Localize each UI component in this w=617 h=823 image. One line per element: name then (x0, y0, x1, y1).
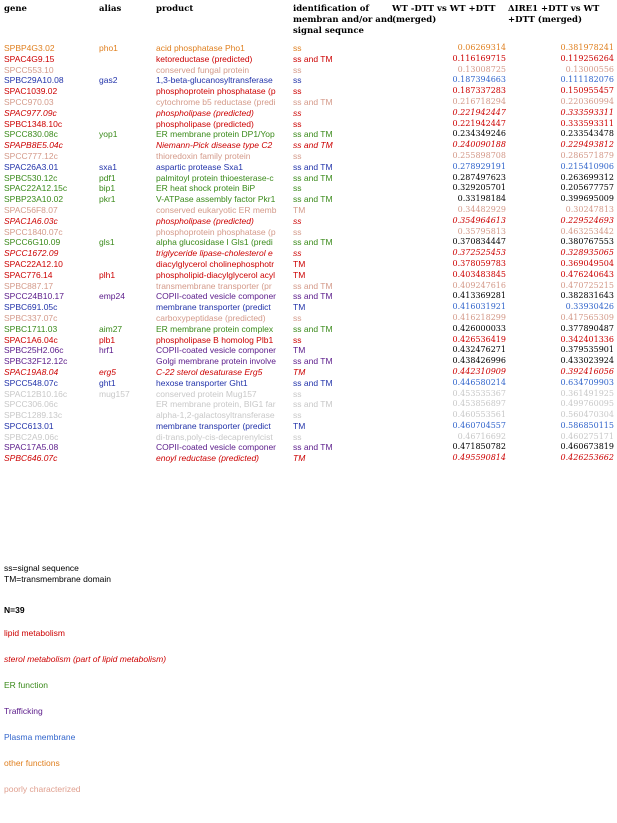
gene-cell: SPCC548.07c (4, 377, 58, 388)
product-cell: hexose transporter Ght1 (156, 377, 248, 388)
table-row (0, 205, 617, 216)
header-gene: gene (4, 4, 27, 14)
wt-value-cell: 0.446580214 (452, 377, 506, 387)
wt-value-cell: 0.442310909 (452, 366, 506, 376)
ire1-value-cell: 0.111182076 (560, 75, 614, 85)
table-row (0, 421, 617, 432)
table-row (0, 216, 617, 227)
identification-cell: TM (293, 258, 306, 269)
identification-cell: ss and TM (293, 194, 333, 205)
gene-cell: SPAC1A6.03c (4, 215, 58, 226)
ire1-value-cell: 0.33930426 (565, 302, 614, 312)
wt-value-cell: 0.116169715 (452, 53, 506, 63)
wt-value-cell: 0.33198184 (457, 194, 506, 204)
gene-cell: SPBC646.07c (4, 453, 58, 464)
wt-value-cell: 0.187394663 (452, 75, 506, 85)
product-cell: acid phosphatase Pho1 (156, 43, 245, 53)
ire1-value-cell: 0.433023924 (560, 356, 614, 366)
gene-cell: SPBC32F12.12c (4, 356, 68, 367)
gene-cell: SPCC6G10.09 (4, 237, 61, 248)
table-row (0, 237, 617, 248)
alias-cell: plb1 (99, 334, 116, 345)
ire1-value-cell: 0.379535901 (560, 345, 614, 355)
gene-cell: SPBC25H2.06c (4, 345, 64, 356)
legend-lipid: lipid metabolism (4, 628, 65, 638)
gene-cell: SPBC1711.03 (4, 323, 58, 334)
alias-cell: ght1 (99, 377, 116, 388)
gene-cell: SPAC17A5.08 (4, 442, 59, 453)
wt-value-cell: 0.34482929 (457, 204, 506, 214)
gene-cell: SPBC1348.10c (4, 118, 63, 129)
ire1-value-cell: 0.586850115 (560, 420, 614, 430)
table-row (0, 75, 617, 86)
wt-value-cell: 0.221942447 (452, 118, 506, 128)
wt-value-cell: 0.35795813 (457, 226, 506, 236)
alias-cell: plh1 (99, 269, 116, 280)
gene-cell: SPAC1A6.04c (4, 334, 58, 345)
product-cell: phospholipase (predicted) (156, 118, 254, 129)
ire1-value-cell: 0.220360994 (560, 96, 614, 106)
identification-cell: ss and TM (293, 161, 333, 172)
ire1-value-cell: 0.229524693 (560, 215, 614, 225)
alias-cell: pho1 (99, 43, 118, 53)
wt-value-cell: 0.438426996 (452, 356, 506, 366)
product-cell: di-trans,poly-cis-decaprenylcist (156, 431, 273, 442)
product-cell: Niemann-Pick disease type C2 (156, 140, 273, 151)
table-row (0, 108, 617, 119)
product-cell: transmembrane transporter (pr (156, 280, 272, 291)
table-row (0, 335, 617, 346)
table-row (0, 119, 617, 130)
ire1-value-cell: 0.286571879 (560, 150, 614, 160)
ire1-value-cell: 0.215410906 (560, 161, 614, 171)
ire1-value-cell: 0.342401336 (560, 334, 614, 344)
product-cell: ER membrane protein, BIG1 far (156, 399, 276, 410)
header-product: product (156, 4, 194, 14)
wt-value-cell: 0.370834447 (452, 237, 506, 247)
gene-cell: SPBP23A10.02 (4, 194, 64, 205)
product-cell: ER membrane protein DP1/Yop (156, 129, 275, 140)
table-row (0, 367, 617, 378)
ire1-value-cell: 0.426253662 (560, 453, 614, 463)
table-row (0, 65, 617, 76)
product-cell: aspartic protease Sxa1 (156, 161, 243, 172)
table-row (0, 432, 617, 443)
legend-er: ER function (4, 680, 48, 690)
identification-cell: ss (293, 215, 302, 226)
gene-cell: SPAC977.09c (4, 107, 57, 118)
gene-cell: SPAC56F8.07 (4, 204, 58, 215)
gene-cell: SPCC613.01 (4, 420, 54, 431)
gene-cell: SPAC19A8.04 (4, 366, 59, 377)
ire1-value-cell: 0.30247813 (565, 204, 614, 214)
alias-cell: emp24 (99, 291, 125, 302)
table-row (0, 248, 617, 259)
wt-value-cell: 0.416031921 (452, 302, 506, 312)
identification-cell: ss (293, 431, 302, 442)
identification-cell: ss (293, 107, 302, 118)
alias-cell: aim27 (99, 323, 123, 334)
table-row (0, 345, 617, 356)
legend-sterol: sterol metabolism (part of lipid metabolism) (4, 654, 167, 664)
legend-plasma: Plasma membrane (4, 732, 76, 742)
ire1-value-cell: 0.634709903 (560, 377, 614, 387)
alias-cell: bip1 (99, 183, 116, 194)
identification-cell: ss (293, 75, 302, 86)
wt-value-cell: 0.255898708 (452, 150, 506, 160)
wt-value-cell: 0.372525453 (452, 248, 506, 258)
wt-value-cell: 0.221942447 (452, 107, 506, 117)
product-cell: ER membrane protein complex (156, 323, 274, 334)
table-row (0, 410, 617, 421)
wt-value-cell: 0.13008725 (457, 64, 506, 74)
gene-cell: SPAC4G9.15 (4, 53, 55, 64)
wt-value-cell: 0.354964613 (452, 215, 506, 225)
product-cell: ER heat shock protein BiP (156, 183, 256, 194)
ire1-value-cell: 0.233543478 (560, 129, 614, 139)
wt-value-cell: 0.46716692 (457, 431, 506, 441)
note-signal-sequence: ss=signal sequence (4, 563, 79, 573)
alias-cell: gas2 (99, 75, 118, 86)
identification-cell: TM (293, 269, 306, 280)
gene-cell: SPCC24B10.17 (4, 291, 65, 302)
wt-value-cell: 0.187337283 (452, 86, 506, 96)
identification-cell: ss (293, 388, 302, 399)
product-cell: conserved fungal protein (156, 64, 250, 75)
gene-cell: SPBC337.07c (4, 312, 58, 323)
table-row (0, 162, 617, 173)
ire1-value-cell: 0.476240643 (560, 269, 614, 279)
gene-cell: SPCC970.03 (4, 96, 54, 107)
gene-cell: SPAC22A12.10 (4, 258, 63, 269)
ire1-value-cell: 0.377890487 (560, 323, 614, 333)
identification-cell: ss and TM (293, 399, 333, 410)
ire1-value-cell: 0.205677757 (560, 183, 614, 193)
alias-cell: pdf1 (99, 172, 116, 183)
gene-cell: SPBC887.17 (4, 280, 54, 291)
product-cell: thioredoxin family protein (156, 150, 251, 161)
identification-cell: TM (293, 345, 306, 356)
ire1-value-cell: 0.333593311 (560, 107, 614, 117)
identification-cell: ss (293, 334, 302, 345)
product-cell: conserved eukaryotic ER memb (156, 204, 277, 215)
table-row (0, 399, 617, 410)
gene-cell: SPBC691.05c (4, 302, 58, 313)
identification-cell: ss and TM (293, 96, 333, 107)
header-wt-comparison: WT -DTT vs WT +DTT (merged) (392, 4, 496, 25)
product-cell: 1,3-beta-glucanosyltransferase (156, 75, 273, 86)
product-cell: triglyceride lipase-cholesterol e (156, 248, 273, 259)
identification-cell: ss and TM (293, 377, 333, 388)
gene-cell: SPBP4G3.02 (4, 43, 55, 53)
identification-cell: ss and TM (293, 280, 333, 291)
identification-cell: TM (293, 453, 306, 464)
ire1-value-cell: 0.263699312 (560, 172, 614, 182)
ire1-value-cell: 0.392416056 (560, 366, 614, 376)
legend-trafficking: Trafficking (4, 706, 43, 716)
table-row (0, 140, 617, 151)
gene-cell: SPCC777.12c (4, 150, 58, 161)
identification-cell: TM (293, 366, 306, 377)
identification-cell: ss and TM (293, 442, 333, 453)
ire1-value-cell: 0.328935065 (560, 248, 614, 258)
ire1-value-cell: 0.333593311 (560, 118, 614, 128)
table-row (0, 270, 617, 281)
identification-cell: ss and TM (293, 140, 333, 151)
header-identification: identification of membran and/or and signal sequnce (293, 4, 393, 36)
gene-cell: SPAC1039.02 (4, 86, 58, 97)
product-cell: phosphoprotein phosphatase (p (156, 86, 276, 97)
ire1-value-cell: 0.560470304 (560, 410, 614, 420)
wt-value-cell: 0.432476271 (452, 345, 506, 355)
table-row (0, 151, 617, 162)
header-ire1-comparison: ΔIRE1 +DTT vs WT +DTT (merged) (508, 4, 600, 25)
alias-cell: hrf1 (99, 345, 114, 356)
gene-cell: SPCC1672.09 (4, 248, 59, 259)
legend-poor: poorly characterized (4, 784, 81, 794)
gene-cell: SPAC22A12.15c (4, 183, 68, 194)
wt-value-cell: 0.471850782 (452, 442, 506, 452)
product-cell: conserved protein Mug157 (156, 388, 257, 399)
wt-value-cell: 0.413369281 (452, 291, 506, 301)
ire1-value-cell: 0.460275171 (560, 431, 614, 441)
table-row (0, 194, 617, 205)
gene-cell: SPCC830.08c (4, 129, 58, 140)
product-cell: phosphoprotein phosphatase (p (156, 226, 276, 237)
table-row (0, 356, 617, 367)
alias-cell: pkr1 (99, 194, 116, 205)
product-cell: phospholipase B homolog Plb1 (156, 334, 274, 345)
product-cell: alpha glucosidase I Gls1 (predi (156, 237, 273, 248)
identification-cell: TM (293, 302, 306, 313)
ire1-value-cell: 0.229493812 (560, 140, 614, 150)
table-row (0, 378, 617, 389)
identification-cell: ss (293, 86, 302, 97)
product-cell: diacylglycerol cholinephosphotr (156, 258, 275, 269)
ire1-value-cell: 0.499760095 (560, 399, 614, 409)
table-row (0, 389, 617, 400)
alias-cell: yop1 (99, 129, 118, 140)
identification-cell: ss (293, 64, 302, 75)
ire1-value-cell: 0.150955457 (560, 86, 614, 96)
product-cell: membrane transporter (predict (156, 420, 271, 431)
wt-value-cell: 0.06269314 (457, 43, 506, 52)
table-row (0, 453, 617, 464)
identification-cell: ss and TM (293, 323, 333, 334)
table-row (0, 442, 617, 453)
gene-cell: SPAC26A3.01 (4, 161, 59, 172)
gene-cell: SPBC1289.13c (4, 410, 63, 421)
product-cell: V-ATPase assembly factor Pkr1 (156, 194, 276, 205)
identification-cell: ss (293, 312, 302, 323)
gene-count: N=39 (4, 605, 25, 615)
gene-cell: SPBC29A10.08 (4, 75, 64, 86)
gene-cell: SPBC2A9.06c (4, 431, 59, 442)
ire1-value-cell: 0.382831643 (560, 291, 614, 301)
identification-cell: ss and TM (293, 356, 333, 367)
product-cell: Golgi membrane protein involve (156, 356, 277, 367)
ire1-value-cell: 0.399695009 (560, 194, 614, 204)
table-row (0, 54, 617, 65)
ire1-value-cell: 0.460673819 (560, 442, 614, 452)
table-row (0, 97, 617, 108)
product-cell: ketoreductase (predicted) (156, 53, 253, 64)
product-cell: phospholipase (predicted) (156, 107, 254, 118)
ire1-value-cell: 0.417565309 (560, 312, 614, 322)
identification-cell: ss (293, 226, 302, 237)
identification-cell: ss and TM (293, 172, 333, 183)
product-cell: COPII-coated vesicle componer (156, 442, 276, 453)
product-cell: enoyl reductase (predicted) (156, 453, 260, 464)
ire1-value-cell: 0.361491925 (560, 388, 614, 398)
wt-value-cell: 0.378059783 (452, 258, 506, 268)
ire1-value-cell: 0.463253442 (560, 226, 614, 236)
table-row (0, 259, 617, 270)
table-row (0, 281, 617, 292)
product-cell: cytochrome b5 reductase (predi (156, 96, 276, 107)
gene-cell: SPAPB8E5.04c (4, 140, 63, 151)
header-alias: alias (99, 4, 122, 14)
table-row (0, 227, 617, 238)
wt-value-cell: 0.216718294 (452, 96, 506, 106)
table-row (0, 86, 617, 97)
table-row (0, 129, 617, 140)
identification-cell: TM (293, 420, 306, 431)
identification-cell: ss and TM (293, 53, 333, 64)
wt-value-cell: 0.460704557 (452, 420, 506, 430)
ire1-value-cell: 0.470725215 (560, 280, 614, 290)
identification-cell: ss and TM (293, 291, 333, 302)
identification-cell: ss (293, 410, 302, 421)
identification-cell: ss and TM (293, 237, 333, 248)
gene-cell: SPCC553.10 (4, 64, 54, 75)
gene-cell: SPAC12B10.16c (4, 388, 68, 399)
product-cell: phospholipase (predicted) (156, 215, 254, 226)
wt-value-cell: 0.453856897 (452, 399, 506, 409)
wt-value-cell: 0.453535367 (452, 388, 506, 398)
ire1-value-cell: 0.381978241 (560, 43, 614, 52)
product-cell: palmitoyl protein thioesterase-c (156, 172, 274, 183)
ire1-value-cell: 0.13000556 (565, 64, 614, 74)
table-row (0, 324, 617, 335)
gene-cell: SPCC1840.07c (4, 226, 63, 237)
gene-cell: SPCC306.06c (4, 399, 58, 410)
product-cell: C-22 sterol desaturase Erg5 (156, 366, 263, 377)
identification-cell: ss (293, 150, 302, 161)
wt-value-cell: 0.278929191 (452, 161, 506, 171)
wt-value-cell: 0.240090188 (452, 140, 506, 150)
gene-table (0, 43, 617, 464)
product-cell: membrane transporter (predict (156, 302, 271, 313)
identification-cell: TM (293, 204, 306, 215)
gene-cell: SPAC776.14 (4, 269, 53, 280)
wt-value-cell: 0.426000033 (452, 323, 506, 333)
wt-value-cell: 0.403483845 (452, 269, 506, 279)
wt-value-cell: 0.234349246 (452, 129, 506, 139)
ire1-value-cell: 0.369049504 (560, 258, 614, 268)
alias-cell: erg5 (99, 366, 117, 377)
identification-cell: ss and TM (293, 129, 333, 140)
identification-cell: ss (293, 248, 302, 259)
identification-cell: ss (293, 43, 302, 53)
product-cell: carboxypeptidase (predicted) (156, 312, 266, 323)
wt-value-cell: 0.409247616 (452, 280, 506, 290)
alias-cell: gls1 (99, 237, 115, 248)
gene-cell: SPBC530.12c (4, 172, 58, 183)
identification-cell: ss (293, 183, 302, 194)
ire1-value-cell: 0.119256264 (560, 53, 614, 63)
alias-cell: sxa1 (99, 161, 117, 172)
note-transmembrane: TM=transmembrane domain (4, 574, 112, 584)
product-cell: COPII-coated vesicle componer (156, 291, 276, 302)
table-row (0, 183, 617, 194)
product-cell: phospholipid-diacylglycerol acyl (156, 269, 276, 280)
wt-value-cell: 0.426536419 (452, 334, 506, 344)
alias-cell: mug157 (99, 388, 130, 399)
table-row (0, 173, 617, 184)
product-cell: COPII-coated vesicle componer (156, 345, 276, 356)
table-row (0, 313, 617, 324)
table-row (0, 302, 617, 313)
wt-value-cell: 0.495590814 (452, 453, 506, 463)
ire1-value-cell: 0.380767553 (560, 237, 614, 247)
identification-cell: ss (293, 118, 302, 129)
table-row (0, 291, 617, 302)
wt-value-cell: 0.287497623 (452, 172, 506, 182)
wt-value-cell: 0.460553561 (452, 410, 506, 420)
wt-value-cell: 0.416218299 (452, 312, 506, 322)
product-cell: alpha-1,2-galactosyltransferase (156, 410, 275, 421)
wt-value-cell: 0.329205701 (452, 183, 506, 193)
table-row (0, 43, 617, 54)
legend-other: other functions (4, 758, 60, 768)
